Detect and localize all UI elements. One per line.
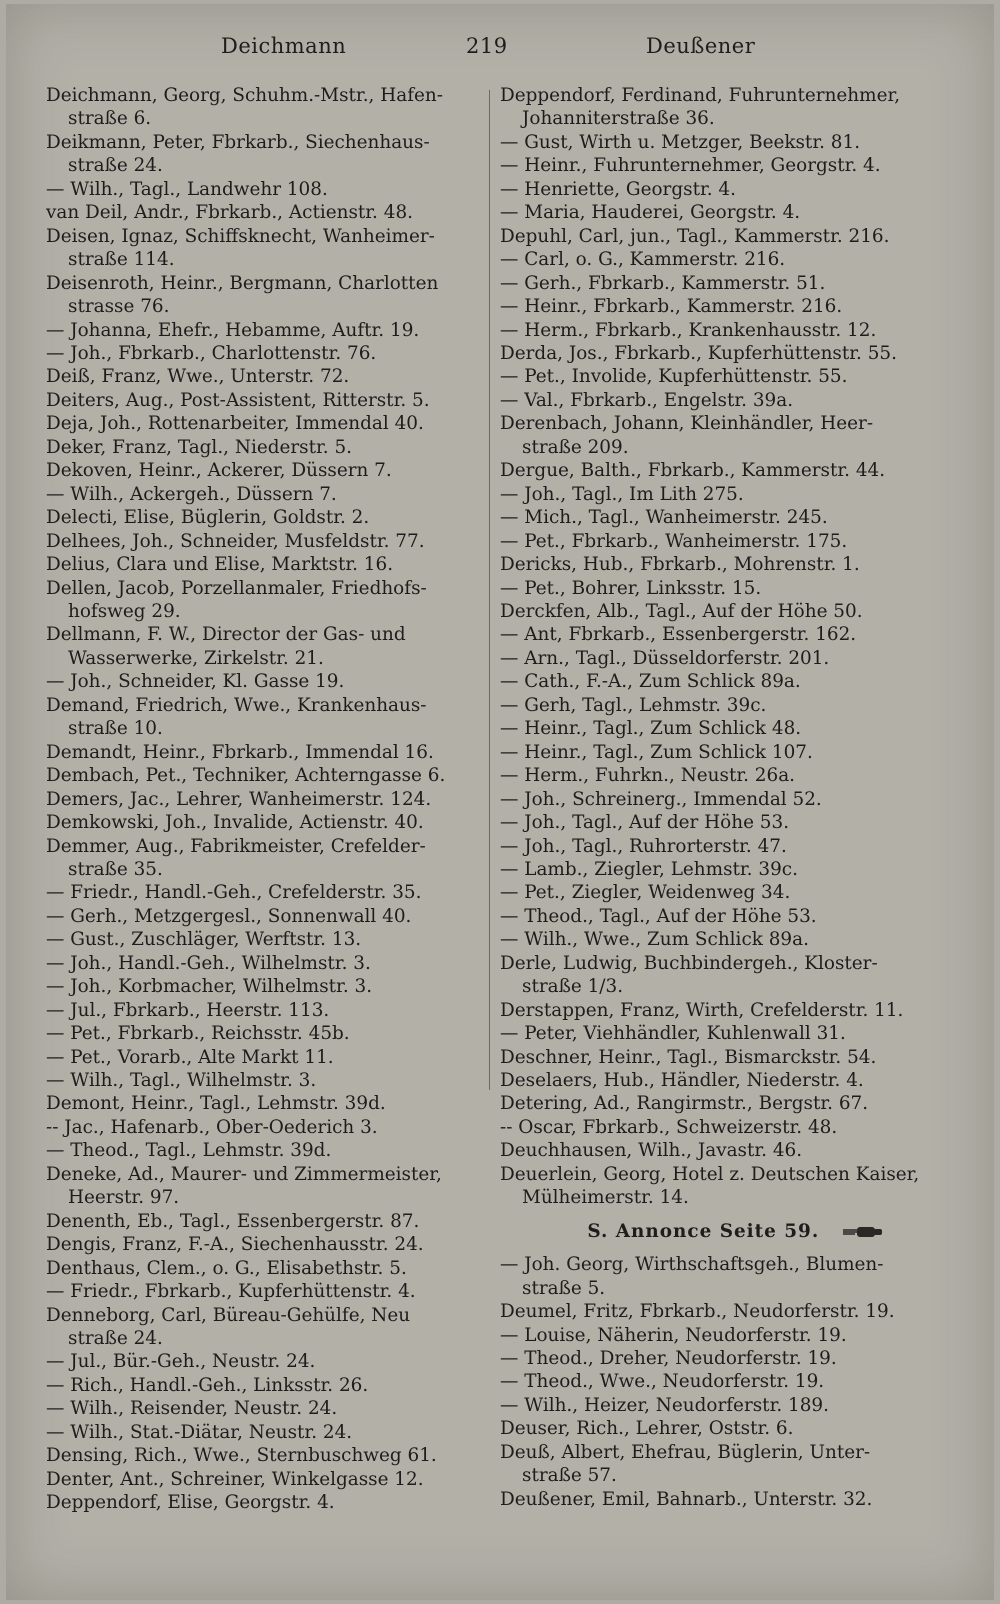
entry-line: — Friedr., Handl.-Geh., Crefelderstr. 35. xyxy=(46,882,422,904)
directory-entry xyxy=(500,131,950,154)
entry-line: Dengis, Franz, F.-A., Siechenhausstr. 24. xyxy=(46,1234,424,1256)
entry-line: Derenbach, Johann, Kleinhändler, Heer- xyxy=(500,413,874,435)
entry-line: Demkowski, Joh., Invalide, Actienstr. 40. xyxy=(46,812,424,834)
directory-entry xyxy=(46,905,478,928)
entry-line: — Cath., F.-A., Zum Schlick 89a. xyxy=(500,671,801,693)
entry-line: — Jul., Fbrkarb., Heerstr. 113. xyxy=(46,999,330,1021)
entry-line: Deker, Franz, Tagl., Niederstr. 5. xyxy=(46,436,352,458)
entry-line: Demand, Friedrich, Wwe., Krankenhaus- xyxy=(46,694,427,716)
entry-line: — Heinr., Tagl., Zum Schlick 48. xyxy=(500,718,802,740)
directory-entry xyxy=(46,436,478,459)
entry-line: — Theod., Tagl., Lehmstr. 39d. xyxy=(46,1140,332,1162)
directory-entry xyxy=(46,1421,478,1444)
directory-entry xyxy=(500,342,950,365)
entry-line: — Pet., Fbrkarb., Wanheimerstr. 175. xyxy=(500,530,848,552)
entry-line: — Joh., Schreinerg., Immendal 52. xyxy=(500,788,822,810)
entry-line: Delius, Clara und Elise, Marktstr. 16. xyxy=(46,554,394,576)
directory-entry xyxy=(500,1417,950,1440)
entry-line: — Arn., Tagl., Düsseldorferstr. 201. xyxy=(500,647,830,669)
directory-entry xyxy=(500,389,950,412)
directory-entry xyxy=(46,623,478,670)
entry-line: hofsweg 29. xyxy=(68,600,181,622)
entry-line: Densing, Rich., Wwe., Sternbuschweg 61. xyxy=(46,1445,437,1467)
entry-line: — Heinr., Fuhrunternehmer, Georgstr. 4. xyxy=(500,155,881,177)
entry-line: — Lamb., Ziegler, Lehmstr. 39c. xyxy=(500,858,798,880)
directory-entry xyxy=(500,1116,950,1139)
entry-line: Deisen, Ignaz, Schiffsknecht, Wanheimer- xyxy=(46,225,435,247)
directory-entry xyxy=(500,459,950,482)
entry-line: Deppendorf, Elise, Georgstr. 4. xyxy=(46,1492,335,1514)
entry-line: Deuser, Rich., Lehrer, Oststr. 6. xyxy=(500,1418,794,1440)
directory-entry xyxy=(500,483,950,506)
directory-entry xyxy=(46,952,478,975)
entry-line: -- Jac., Hafenarb., Ober-Oederich 3. xyxy=(46,1116,378,1138)
directory-entry xyxy=(46,1233,478,1256)
entry-line: — Carl, o. G., Kammerstr. 216. xyxy=(500,249,786,271)
directory-entry xyxy=(500,600,950,623)
directory-entry xyxy=(46,1444,478,1467)
entry-line: Deja, Joh., Rottenarbeiter, Immendal 40. xyxy=(46,413,424,435)
directory-entry xyxy=(46,131,478,178)
entry-line: Deumel, Fritz, Fbrkarb., Neudorferstr. 19. xyxy=(500,1301,895,1323)
directory-entry xyxy=(46,412,478,435)
entry-line: — Peter, Viehhändler, Kuhlenwall 31. xyxy=(500,1023,846,1045)
entry-line: — Joh., Fbrkarb., Charlottenstr. 76. xyxy=(46,342,377,364)
directory-entry xyxy=(500,1069,950,1092)
entry-line: straße 6. xyxy=(68,108,152,130)
page-header xyxy=(6,34,994,68)
entry-line: — Heinr., Tagl., Zum Schlick 107. xyxy=(500,741,813,763)
entry-line: Deiters, Aug., Post-Assistent, Ritterstr. 5. xyxy=(46,389,430,411)
entry-line: — Wilh., Ackergeh., Düssern 7. xyxy=(46,483,337,505)
directory-entry xyxy=(46,1280,478,1303)
entry-line: Derstappen, Franz, Wirth, Crefelderstr. 11. xyxy=(500,999,904,1021)
entry-line: Derle, Ludwig, Buchbindergeh., Kloster- xyxy=(500,952,878,974)
directory-entry xyxy=(46,319,478,342)
directory-entry xyxy=(500,1163,950,1210)
entry-line: — Joh. Georg, Wirthschaftsgeh., Blumen- xyxy=(500,1254,884,1276)
directory-entry xyxy=(500,881,950,904)
entry-line: Deschner, Heinr., Tagl., Bismarckstr. 54. xyxy=(500,1046,877,1068)
entry-line: Denneborg, Carl, Büreau-Gehülfe, Neu xyxy=(46,1304,411,1326)
entry-line: — Herm., Fuhrkn., Neustr. 26a. xyxy=(500,765,796,787)
directory-entry xyxy=(46,694,478,741)
entry-line: — Friedr., Fbrkarb., Kupferhüttenstr. 4. xyxy=(46,1281,416,1303)
directory-entry xyxy=(46,999,478,1022)
entry-line: straße 114. xyxy=(68,249,175,271)
directory-entry xyxy=(500,412,950,459)
directory-entry xyxy=(46,1257,478,1280)
entry-line: — Wilh., Tagl., Landwehr 108. xyxy=(46,178,328,200)
directory-entry xyxy=(500,1092,950,1115)
directory-entry xyxy=(500,84,950,131)
directory-entry xyxy=(46,506,478,529)
entry-line: straße 209. xyxy=(522,436,629,458)
directory-entry xyxy=(46,84,478,131)
entry-line: Deppendorf, Ferdinand, Fuhrunternehmer, xyxy=(500,85,901,106)
entry-line: — Gust, Wirth u. Metzger, Beekstr. 81. xyxy=(500,131,861,153)
entry-line: — Wilh., Stat.-Diätar, Neustr. 24. xyxy=(46,1421,353,1443)
entry-line: — Gerh., Fbrkarb., Kammerstr. 51. xyxy=(500,272,826,294)
entry-line: — Joh., Korbmacher, Wilhelmstr. 3. xyxy=(46,976,373,998)
entry-line: straße 1/3. xyxy=(522,976,624,998)
directory-entry xyxy=(46,670,478,693)
directory-entry xyxy=(500,1370,950,1393)
right-column xyxy=(500,84,950,1511)
directory-entry xyxy=(46,1491,478,1514)
pointing-hand-icon xyxy=(841,1226,883,1238)
directory-entry xyxy=(500,272,950,295)
entry-line: Deikmann, Peter, Fbrkarb., Siechenhaus- xyxy=(46,131,430,153)
directory-entry xyxy=(46,389,478,412)
entry-line: — Pet., Ziegler, Weidenweg 34. xyxy=(500,882,791,904)
directory-entry xyxy=(46,928,478,951)
entry-line: Detering, Ad., Rangirmstr., Bergstr. 67. xyxy=(500,1093,869,1115)
directory-entry xyxy=(46,1397,478,1420)
entry-line: — Joh., Schneider, Kl. Gasse 19. xyxy=(46,671,345,693)
directory-entry xyxy=(500,999,950,1022)
entry-line: straße 24. xyxy=(68,155,163,177)
entry-line: Dembach, Pet., Techniker, Achterngasse 6. xyxy=(46,765,446,787)
directory-entry xyxy=(500,365,950,388)
directory-entry xyxy=(46,788,478,811)
advertisement-notice xyxy=(500,1220,950,1243)
entry-line: Deuerlein, Georg, Hotel z. Deutschen Kaiser, xyxy=(500,1163,920,1185)
entry-line: Demers, Jac., Lehrer, Wanheimerstr. 124. xyxy=(46,788,432,810)
entry-line: — Gerh, Tagl., Lehmstr. 39c. xyxy=(500,694,767,716)
directory-entry xyxy=(46,553,478,576)
entry-line: Denenth, Eb., Tagl., Essenbergerstr. 87. xyxy=(46,1210,420,1232)
entry-line: Dellmann, F. W., Director der Gas- und xyxy=(46,624,406,646)
entry-line: — Jul., Bür.-Geh., Neustr. 24. xyxy=(46,1351,316,1373)
column-divider xyxy=(489,90,490,1090)
directory-entry xyxy=(500,1046,950,1069)
entry-line: Denthaus, Clem., o. G., Elisabethstr. 5. xyxy=(46,1257,407,1279)
entry-line: Dellen, Jacob, Porzellanmaler, Friedhofs- xyxy=(46,577,427,599)
directory-entry xyxy=(500,952,950,999)
directory-entry xyxy=(500,506,950,529)
entry-line: — Maria, Hauderei, Georgstr. 4. xyxy=(500,202,801,224)
directory-entry xyxy=(46,1069,478,1092)
entry-line: — Theod., Wwe., Neudorferstr. 19. xyxy=(500,1371,825,1393)
entry-line: — Mich., Tagl., Wanheimerstr. 245. xyxy=(500,507,828,529)
directory-entry xyxy=(500,623,950,646)
header-first-entry: Deichmann xyxy=(221,34,347,58)
directory-entry xyxy=(500,1488,950,1511)
directory-entry xyxy=(500,928,950,951)
entry-line: Demmer, Aug., Fabrikmeister, Crefelder- xyxy=(46,835,426,857)
entry-line: — Wilh., Reisender, Neustr. 24. xyxy=(46,1398,338,1420)
entry-line: Depuhl, Carl, jun., Tagl., Kammerstr. 216. xyxy=(500,225,890,247)
directory-entry xyxy=(500,1139,950,1162)
entry-line: — Gust., Zuschläger, Werftstr. 13. xyxy=(46,929,362,951)
entry-line: — Herm., Fbrkarb., Krankenhausstr. 12. xyxy=(500,319,877,341)
entry-line: — Wilh., Wwe., Zum Schlick 89a. xyxy=(500,929,809,951)
directory-entry xyxy=(46,1468,478,1491)
directory-entry xyxy=(46,272,478,319)
directory-entry xyxy=(46,459,478,482)
entry-line: Johanniterstraße 36. xyxy=(522,108,715,130)
directory-entry xyxy=(46,342,478,365)
directory-entry xyxy=(46,530,478,553)
directory-entry xyxy=(46,1350,478,1373)
directory-entry xyxy=(500,694,950,717)
entry-line: — Johanna, Ehefr., Hebamme, Auftr. 19. xyxy=(46,319,420,341)
directory-entry xyxy=(500,295,950,318)
entry-line: — Rich., Handl.-Geh., Linksstr. 26. xyxy=(46,1374,369,1396)
right-column-top xyxy=(500,84,950,1210)
directory-entry xyxy=(46,1022,478,1045)
entry-line: Deiß, Franz, Wwe., Unterstr. 72. xyxy=(46,366,350,388)
directory-entry xyxy=(500,530,950,553)
entry-line: — Val., Fbrkarb., Engelstr. 39a. xyxy=(500,389,794,411)
header-last-entry: Deußener xyxy=(646,34,756,58)
directory-entry xyxy=(500,553,950,576)
directory-entry xyxy=(46,178,478,201)
directory-entry xyxy=(500,248,950,271)
directory-entry xyxy=(46,881,478,904)
entry-line: — Pet., Vorarb., Alte Markt 11. xyxy=(46,1046,334,1068)
entry-line: Delecti, Elise, Büglerin, Goldstr. 2. xyxy=(46,507,370,529)
directory-entry xyxy=(46,1046,478,1069)
directory-entry xyxy=(500,858,950,881)
entry-line: — Louise, Näherin, Neudorferstr. 19. xyxy=(500,1324,847,1346)
entry-line: — Gerh., Metzgergesl., Sonnenwall 40. xyxy=(46,905,412,927)
directory-entry xyxy=(500,1300,950,1323)
entry-line: — Pet., Fbrkarb., Reichsstr. 45b. xyxy=(46,1023,350,1045)
entry-line: Dergue, Balth., Fbrkarb., Kammerstr. 44. xyxy=(500,460,886,482)
right-column-bottom xyxy=(500,1253,950,1511)
directory-entry xyxy=(46,201,478,224)
directory-entry xyxy=(46,764,478,787)
directory-entry xyxy=(500,788,950,811)
entry-line: Deneke, Ad., Maurer- und Zimmermeister, xyxy=(46,1163,442,1185)
entry-line: straße 57. xyxy=(522,1465,617,1487)
directory-entry xyxy=(500,1022,950,1045)
directory-entry xyxy=(46,1163,478,1210)
directory-entry xyxy=(500,201,950,224)
directory-entry xyxy=(500,905,950,928)
directory-entry xyxy=(46,811,478,834)
entry-line: Demont, Heinr., Tagl., Lehmstr. 39d. xyxy=(46,1093,386,1115)
left-column xyxy=(46,84,478,1515)
entry-line: Dericks, Hub., Fbrkarb., Mohrenstr. 1. xyxy=(500,554,860,576)
directory-entry xyxy=(46,225,478,272)
directory-entry xyxy=(500,741,950,764)
directory-entry xyxy=(46,975,478,998)
page-number: 219 xyxy=(466,34,508,58)
entry-line: straße 24. xyxy=(68,1328,163,1350)
directory-entry xyxy=(46,1139,478,1162)
entry-line: Heerstr. 97. xyxy=(68,1187,180,1209)
directory-entry xyxy=(500,764,950,787)
directory-entry xyxy=(46,1210,478,1233)
entry-line: strasse 76. xyxy=(68,296,170,318)
entry-line: Deußener, Emil, Bahnarb., Unterstr. 32. xyxy=(500,1488,873,1510)
directory-entry xyxy=(500,1324,950,1347)
directory-entry xyxy=(500,319,950,342)
entry-line: — Theod., Tagl., Auf der Höhe 53. xyxy=(500,905,817,927)
notice-text: S. Annonce Seite 59. xyxy=(587,1220,820,1242)
entry-line: — Theod., Dreher, Neudorferstr. 19. xyxy=(500,1348,837,1370)
entry-line: Deichmann, Georg, Schuhm.-Mstr., Hafen- xyxy=(46,85,443,106)
entry-line: — Wilh., Heizer, Neudorferstr. 189. xyxy=(500,1394,829,1416)
entry-line: straße 35. xyxy=(68,858,163,880)
entry-line: straße 5. xyxy=(522,1277,606,1299)
entry-line: Mülheimerstr. 14. xyxy=(522,1187,689,1209)
entry-line: Derckfen, Alb., Tagl., Auf der Höhe 50. xyxy=(500,600,863,622)
directory-entry xyxy=(500,178,950,201)
directory-entry xyxy=(46,1374,478,1397)
entry-line: Derda, Jos., Fbrkarb., Kupferhüttenstr. 55. xyxy=(500,342,897,364)
entry-line: Denter, Ant., Schreiner, Winkelgasse 12. xyxy=(46,1468,424,1490)
directory-entry xyxy=(500,811,950,834)
entry-line: — Ant, Fbrkarb., Essenbergerstr. 162. xyxy=(500,624,857,646)
directory-entry xyxy=(46,741,478,764)
entry-line: — Heinr., Fbrkarb., Kammerstr. 216. xyxy=(500,296,843,318)
directory-entry xyxy=(500,225,950,248)
directory-entry xyxy=(46,1116,478,1139)
directory-entry xyxy=(500,670,950,693)
entry-line: Deisenroth, Heinr., Bergmann, Charlotten xyxy=(46,272,439,294)
directory-entry xyxy=(46,577,478,624)
directory-entry xyxy=(500,647,950,670)
entry-line: Wasserwerke, Zirkelstr. 21. xyxy=(68,647,324,669)
entry-line: — Henriette, Georgstr. 4. xyxy=(500,178,736,200)
directory-entry xyxy=(46,483,478,506)
entry-line: — Joh., Tagl., Im Lith 275. xyxy=(500,483,744,505)
directory-entry xyxy=(500,1347,950,1370)
entry-line: van Deil, Andr., Fbrkarb., Actienstr. 48. xyxy=(46,202,413,224)
entry-line: — Wilh., Tagl., Wilhelmstr. 3. xyxy=(46,1070,317,1092)
directory-entry xyxy=(46,365,478,388)
entry-line: Dekoven, Heinr., Ackerer, Düssern 7. xyxy=(46,460,392,482)
directory-entry xyxy=(46,1092,478,1115)
entry-line: Deuß, Albert, Ehefrau, Büglerin, Unter- xyxy=(500,1441,871,1463)
directory-entry xyxy=(500,717,950,740)
directory-entry xyxy=(500,154,950,177)
directory-page xyxy=(6,4,994,1600)
directory-entry xyxy=(500,577,950,600)
entry-line: Deuchhausen, Wilh., Javastr. 46. xyxy=(500,1140,803,1162)
directory-entry xyxy=(500,1253,950,1300)
entry-line: Demandt, Heinr., Fbrkarb., Immendal 16. xyxy=(46,741,434,763)
directory-entry xyxy=(46,835,478,882)
entry-line: Delhees, Joh., Schneider, Musfeldstr. 77. xyxy=(46,530,425,552)
entry-line: — Joh., Tagl., Ruhrorterstr. 47. xyxy=(500,835,787,857)
entry-line: straße 10. xyxy=(68,718,163,740)
entry-line: — Joh., Handl.-Geh., Wilhelmstr. 3. xyxy=(46,952,371,974)
entry-line: — Pet., Bohrer, Linksstr. 15. xyxy=(500,577,762,599)
directory-entry xyxy=(500,1441,950,1488)
directory-entry xyxy=(46,1304,478,1351)
entry-line: -- Oscar, Fbrkarb., Schweizerstr. 48. xyxy=(500,1116,838,1138)
directory-entry xyxy=(500,1394,950,1417)
entry-line: — Pet., Involide, Kupferhüttenstr. 55. xyxy=(500,366,848,388)
entry-line: Deselaers, Hub., Händler, Niederstr. 4. xyxy=(500,1070,864,1092)
directory-entry xyxy=(500,835,950,858)
entry-line: — Joh., Tagl., Auf der Höhe 53. xyxy=(500,812,790,834)
